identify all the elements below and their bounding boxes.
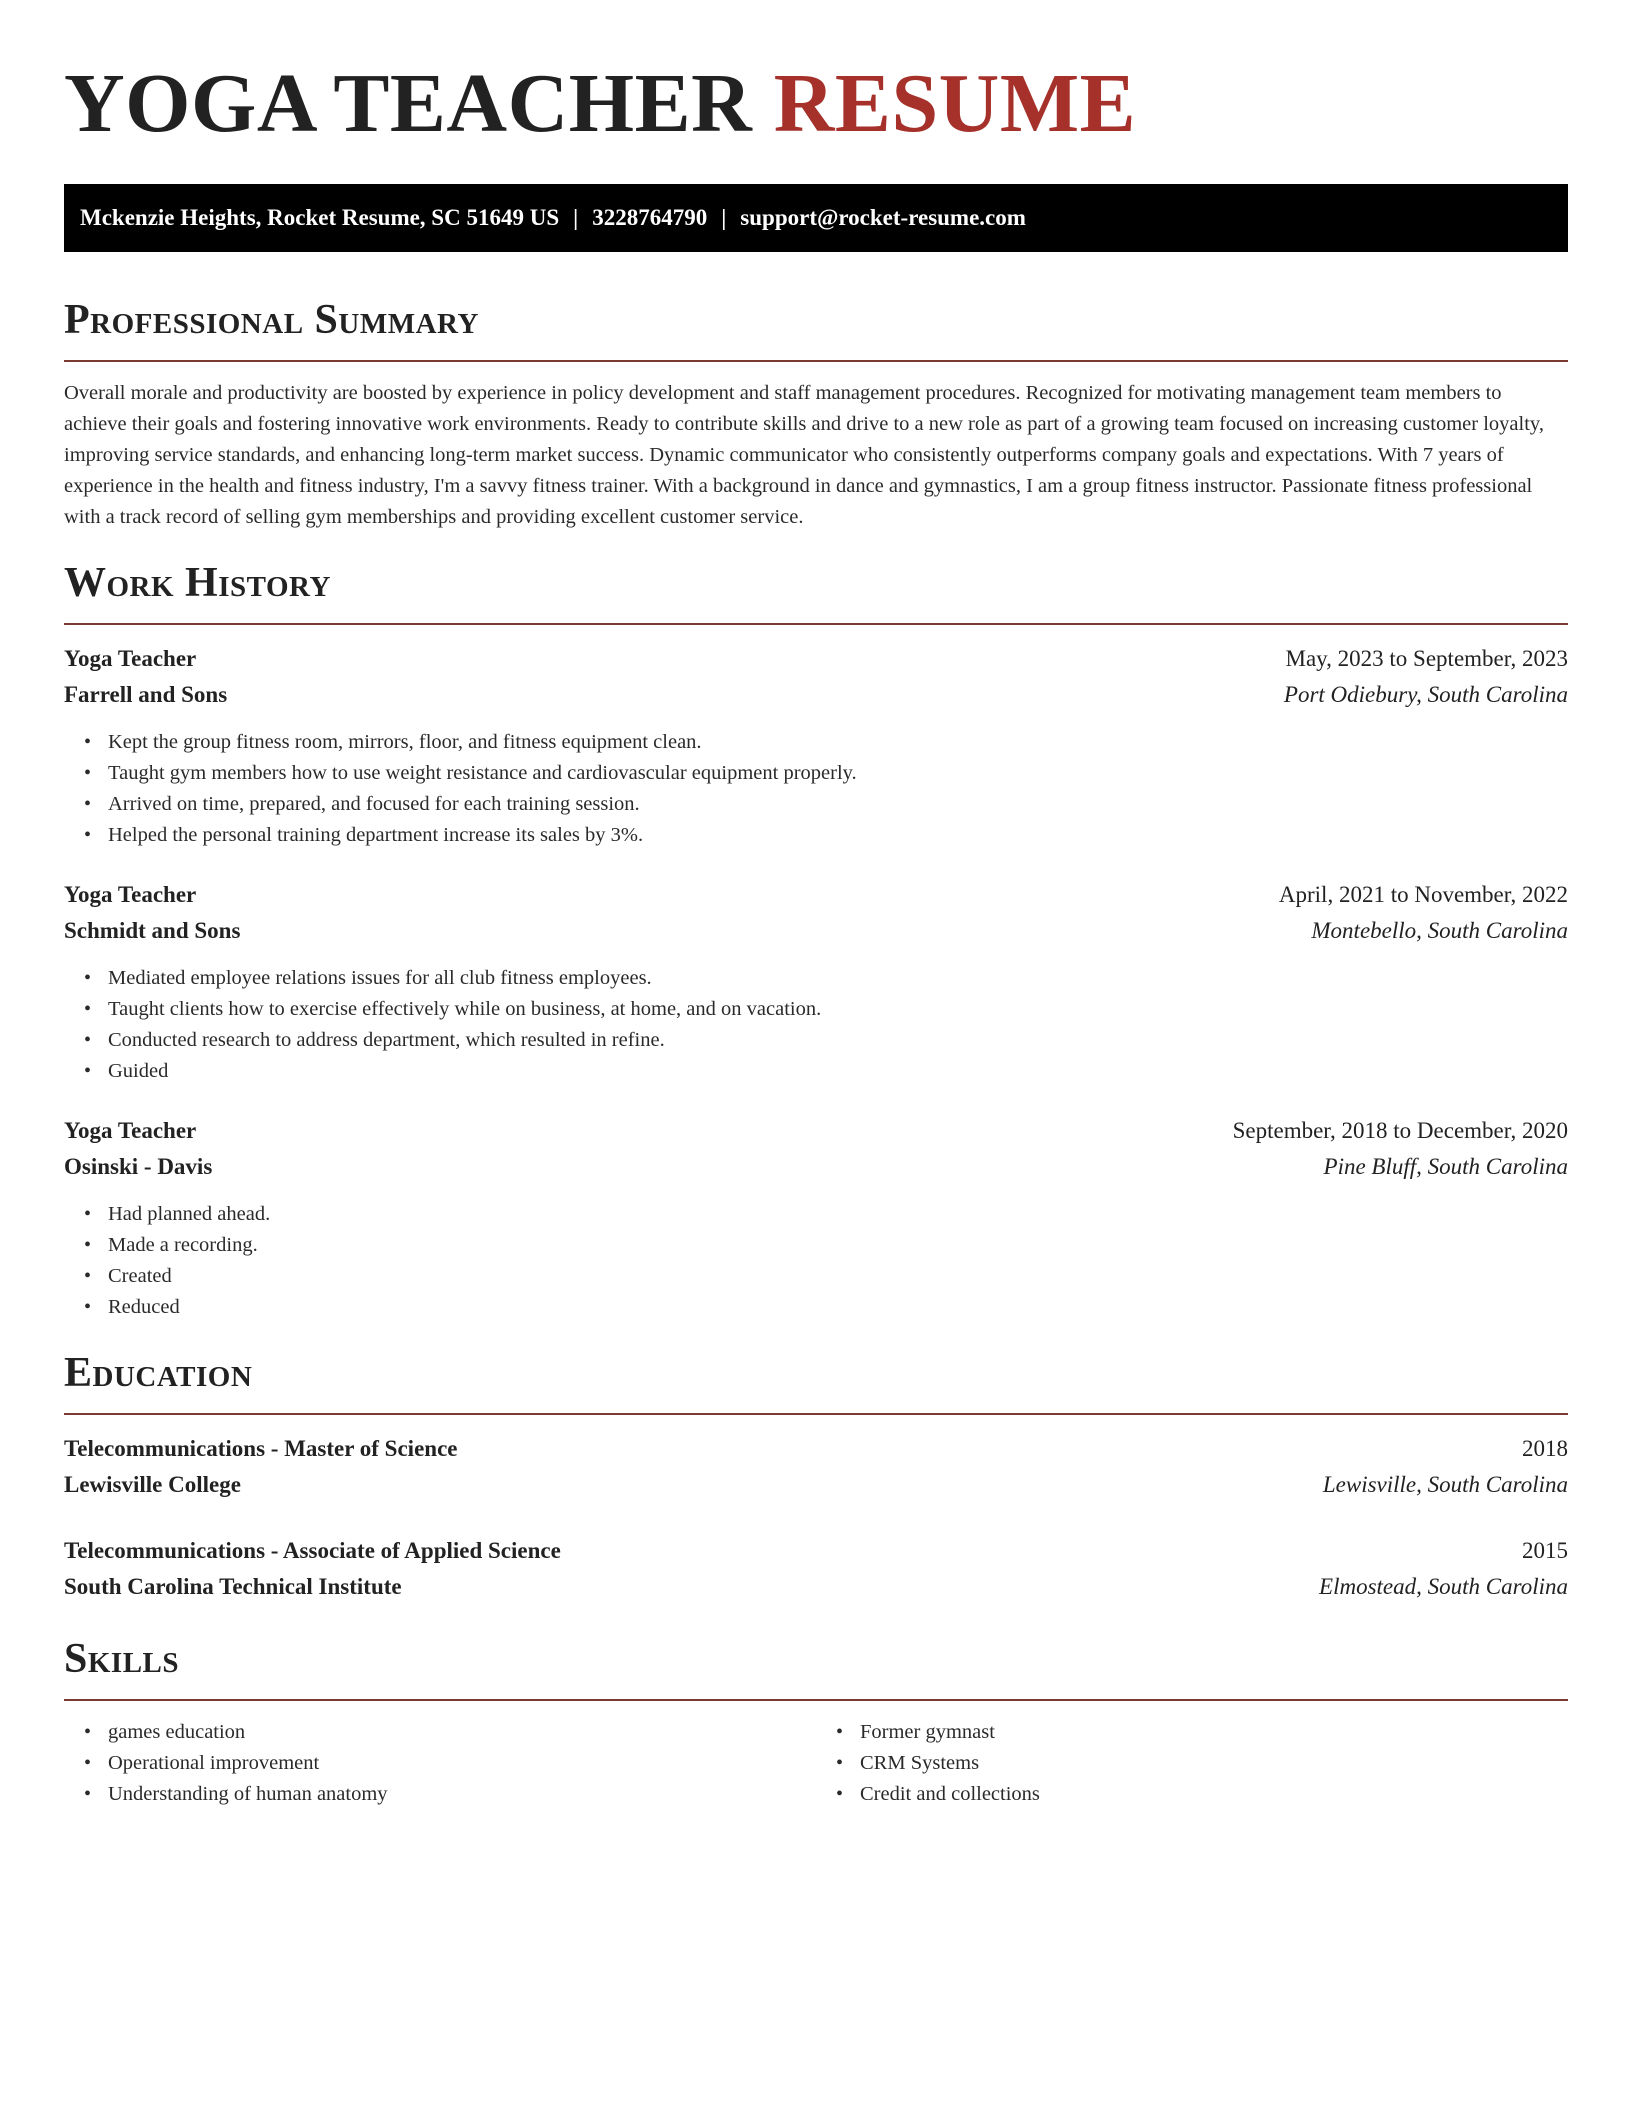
job-bullet: • Helped the personal training department increase its sales by 3%.	[108, 820, 1568, 851]
section-divider	[64, 1699, 1568, 1701]
job-location: Montebello, South Carolina	[1311, 918, 1568, 943]
skill-item: • Credit and collections	[860, 1779, 1568, 1810]
skill-item: • Operational improvement	[108, 1748, 816, 1779]
contact-separator: |	[721, 205, 727, 230]
education-location: Elmostead, South Carolina	[1319, 1574, 1568, 1599]
job-bullets	[64, 727, 1568, 851]
contact-separator: |	[573, 205, 579, 230]
job-bullet: • Arrived on time, prepared, and focused for each training session.	[108, 789, 1568, 820]
job-entry	[64, 1113, 1568, 1323]
job-company: Farrell and Sons	[64, 682, 228, 707]
summary-heading: Professional Summary	[64, 297, 479, 343]
job-company: Osinski - Davis	[64, 1154, 213, 1179]
education-heading: Education	[64, 1350, 253, 1396]
work-history-heading: Work History	[64, 560, 331, 606]
job-dates: April, 2021 to November, 2022	[1278, 882, 1568, 907]
job-bullet: • Reduced	[108, 1292, 1568, 1323]
education-degree: Telecommunications - Associate of Applied Science	[64, 1538, 561, 1563]
job-location: Port Odiebury, South Carolina	[1283, 682, 1568, 707]
summary-text: Overall morale and productivity are boosted by experience in policy development and staff management procedures. Recognized for motivating management team members to achieve their goals and fostering innovative work environments. Ready to contribute skills and drive to a new role as part of a growing team focused on increasing customer loyalty, improving service standards, and enhancing long-term market success. Dynamic communicator who consistently outperforms company goals and expectations. With 7 years of experience in the health and fitness industry, I'm a savvy fitness trainer. With a background in dance and gymnastics, I am a group fitness instructor. Passionate fitness professional with a track record of selling gym memberships and providing excellent customer service.	[64, 382, 1544, 528]
contact-address: Mckenzie Heights, Rocket Resume, SC 51649 US	[80, 205, 560, 230]
job-location: Pine Bluff, South Carolina	[1323, 1154, 1568, 1179]
summary-section	[64, 296, 1568, 533]
job-title: Yoga Teacher	[64, 646, 197, 671]
job-bullets	[64, 963, 1568, 1087]
job-dates: May, 2023 to September, 2023	[1285, 646, 1568, 671]
section-divider	[64, 1413, 1568, 1415]
job-bullet: • Guided	[108, 1056, 1568, 1087]
education-school: South Carolina Technical Institute	[64, 1574, 402, 1599]
education-degree: Telecommunications - Master of Science	[64, 1436, 458, 1461]
skill-item: • Former gymnast	[860, 1717, 1568, 1748]
job-bullet: • Made a recording.	[108, 1230, 1568, 1261]
education-year: 2015	[1522, 1538, 1568, 1563]
job-entry	[64, 877, 1568, 1087]
contact-phone: 3228764790	[592, 205, 708, 230]
job-bullet: • Taught clients how to exercise effectively while on business, at home, and on vacation.	[108, 994, 1568, 1025]
skill-item: • CRM Systems	[860, 1748, 1568, 1779]
title-accent: RESUME	[773, 57, 1137, 150]
section-divider	[64, 623, 1568, 625]
skills-heading: Skills	[64, 1636, 180, 1682]
job-dates: September, 2018 to December, 2020	[1232, 1118, 1568, 1143]
job-bullet: • Kept the group fitness room, mirrors, floor, and fitness equipment clean.	[108, 727, 1568, 758]
skills-list-left	[64, 1717, 816, 1810]
job-company: Schmidt and Sons	[64, 918, 241, 943]
education-location: Lewisville, South Carolina	[1322, 1472, 1568, 1497]
contact-bar	[64, 184, 1568, 252]
education-entry	[64, 1533, 1568, 1605]
skills-section	[64, 1635, 1568, 1810]
job-bullet: • Taught gym members how to use weight resistance and cardiovascular equipment properly.	[108, 758, 1568, 789]
title-main: YOGA TEACHER	[64, 57, 753, 150]
contact-email: support@rocket-resume.com	[740, 205, 1026, 230]
job-title: Yoga Teacher	[64, 882, 197, 907]
job-title: Yoga Teacher	[64, 1118, 197, 1143]
job-bullet: • Mediated employee relations issues for all club fitness employees.	[108, 963, 1568, 994]
skill-item: • games education	[108, 1717, 816, 1748]
job-bullet: • Conducted research to address department, which resulted in refine.	[108, 1025, 1568, 1056]
job-bullet: • Had planned ahead.	[108, 1199, 1568, 1230]
skills-list-right	[816, 1717, 1568, 1810]
skill-item: • Understanding of human anatomy	[108, 1779, 816, 1810]
education-year: 2018	[1522, 1436, 1568, 1461]
education-school: Lewisville College	[64, 1472, 241, 1497]
education-entry	[64, 1431, 1568, 1503]
job-bullets	[64, 1199, 1568, 1323]
work-history-section	[64, 559, 1568, 1323]
skills-grid	[64, 1717, 1568, 1810]
job-entry	[64, 641, 1568, 851]
education-section	[64, 1349, 1568, 1605]
resume-title	[64, 56, 1568, 152]
section-divider	[64, 360, 1568, 362]
job-bullet: • Created	[108, 1261, 1568, 1292]
